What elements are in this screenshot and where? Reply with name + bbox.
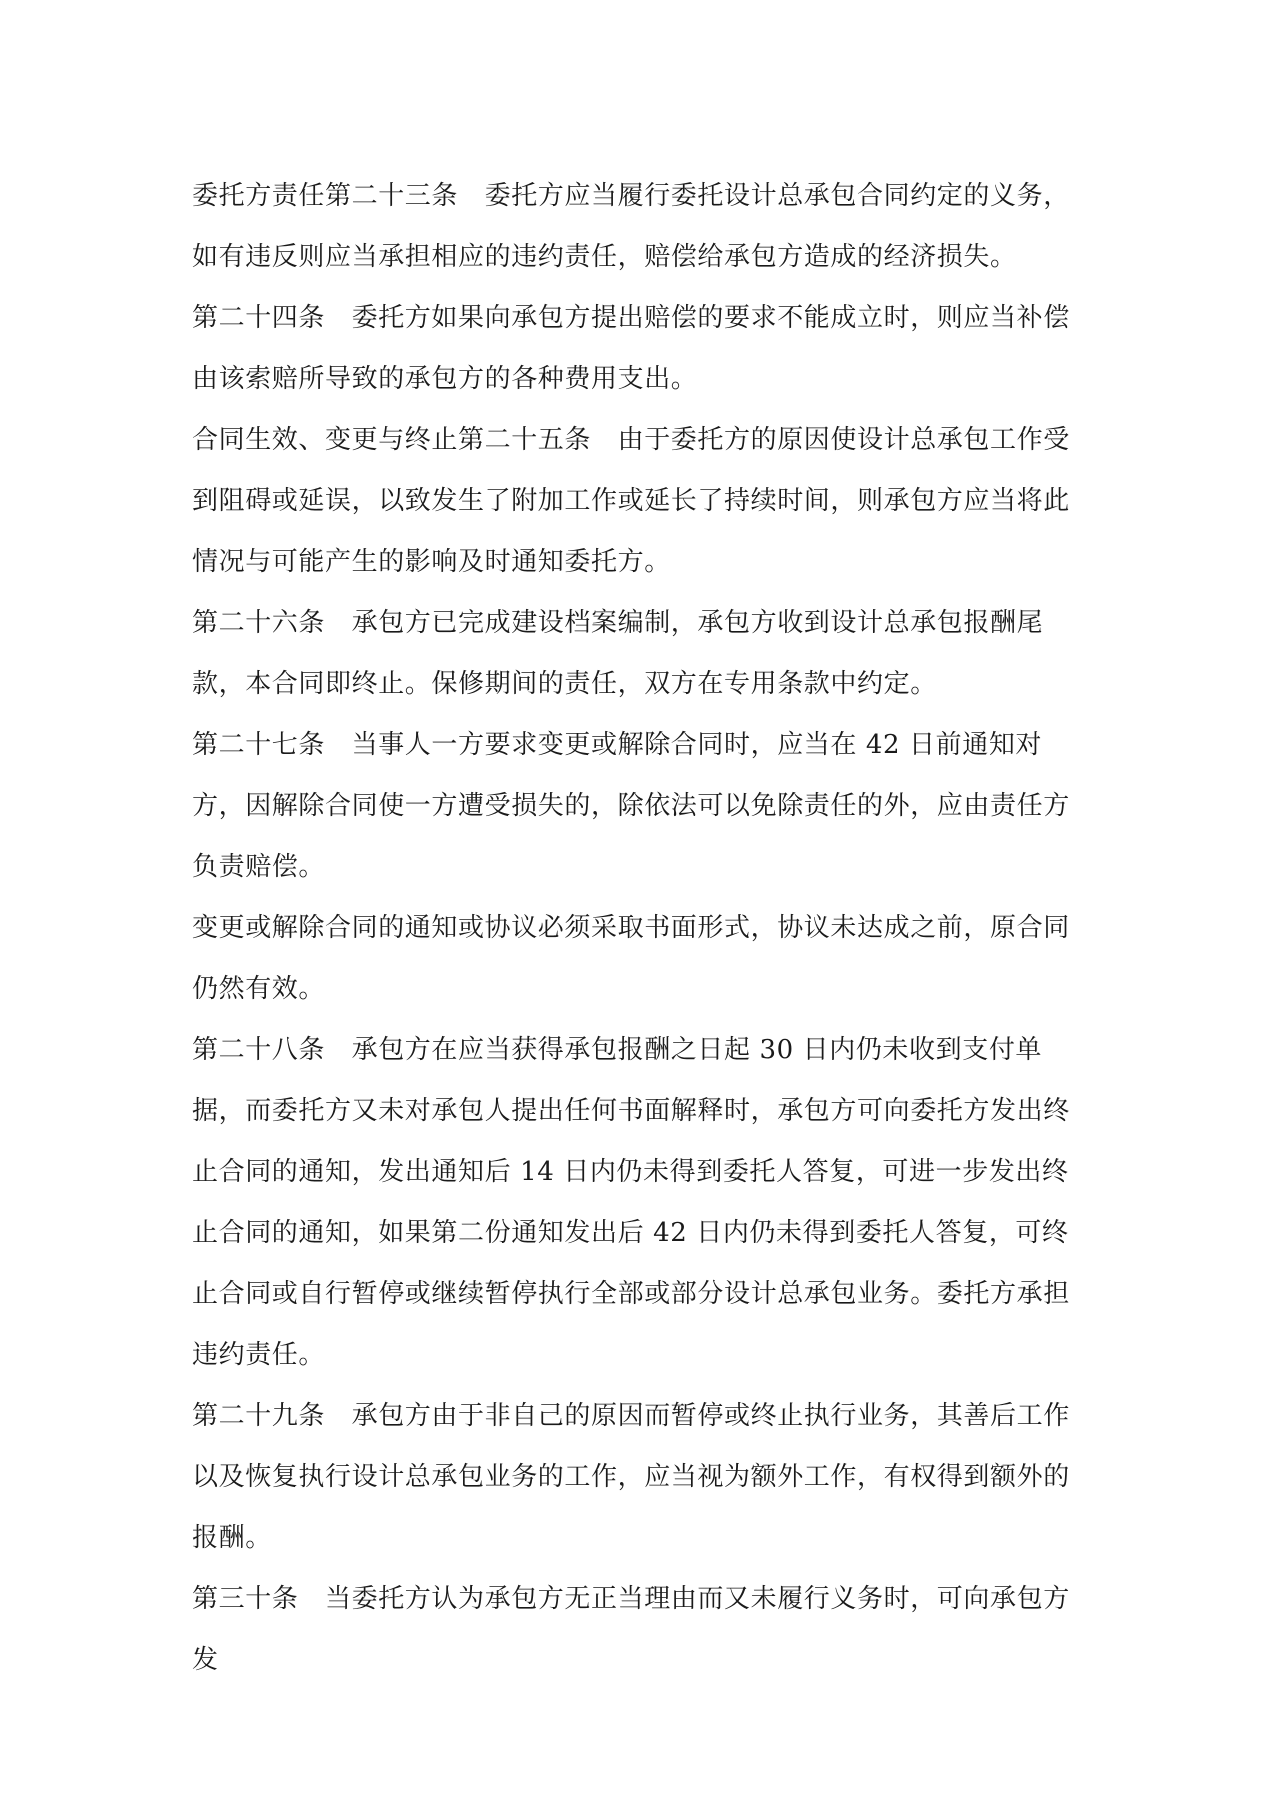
paragraph-article-24: 第二十四条 委托方如果向承包方提出赔偿的要求不能成立时，则应当补偿由该索赔所导致的承包方的各种费用支出。 — [192, 303, 1070, 394]
paragraph-article-27: 第二十七条 当事人一方要求变更或解除合同时，应当在 42 日前通知对方，因解除合同使一方遭受损失的，除依法可以免除责任的外，应由责任方负责赔偿。 — [192, 730, 1070, 882]
paragraph-article-28: 第二十八条 承包方在应当获得承包报酬之日起 30 日内仍未收到支付单据，而委托方又未对承包人提出任何书面解释时，承包方可向委托方发出终止合同的通知，发出通知后 14 日内仍未得到委托人答复，可进一步发出终止合同的通知，如果第二份通知发出后 42 日内仍未得到委托人答复，可终止合同或自行暂停或继续暂停执行全部或部分设计总承包业务。委托方承担违约责任。 — [192, 1035, 1070, 1370]
paragraph-article-26: 第二十六条 承包方已完成建设档案编制，承包方收到设计总承包报酬尾款，本合同即终止。保修期间的责任，双方在专用条款中约定。 — [192, 608, 1044, 699]
paragraph-written-form: 变更或解除合同的通知或协议必须采取书面形式，协议未达成之前，原合同仍然有效。 — [192, 913, 1070, 1004]
paragraph-article-23: 委托方责任第二十三条 委托方应当履行委托设计总承包合同约定的义务，如有违反则应当承担相应的违约责任，赔偿给承包方造成的经济损失。 — [192, 181, 1070, 272]
document-page — [192, 166, 1092, 1691]
paragraph-article-29: 第二十九条 承包方由于非自己的原因而暂停或终止执行业务，其善后工作以及恢复执行设计总承包业务的工作，应当视为额外工作，有权得到额外的报酬。 — [192, 1401, 1070, 1553]
paragraph-article-25: 合同生效、变更与终止第二十五条 由于委托方的原因使设计总承包工作受到阻碍或延误，以致发生了附加工作或延长了持续时间，则承包方应当将此情况与可能产生的影响及时通知委托方。 — [192, 425, 1070, 577]
paragraph-article-30: 第三十条 当委托方认为承包方无正当理由而又未履行义务时，可向承包方发 — [192, 1584, 1070, 1675]
